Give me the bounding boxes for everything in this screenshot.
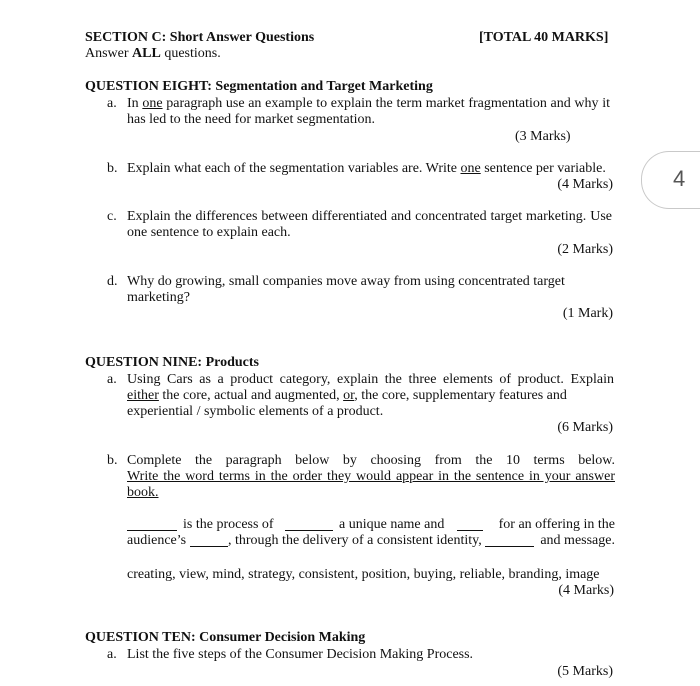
q8b-emphasis: one [460,161,481,176]
instruction-emphasis: ALL [132,46,161,61]
q8d-marks: (1 Mark) [562,306,613,321]
q8b-line-1 [127,161,606,177]
q9a-line-2 [127,388,567,404]
q9b-word-bank: creating, view, mind, strategy, consistent, position, buying, reliable, branding, image [127,567,600,582]
q9b-line-2: Write the word terms in the order they would appear in the sentence in your answer [127,469,615,484]
q9b-paragraph-line-2 [127,533,615,550]
q8c-marks: (2 Marks) [557,242,613,257]
q9b-para-text-5: , through the delivery of a consistent identity, [228,533,482,548]
q8-title: QUESTION EIGHT: Segmentation and Target Marketing [85,79,433,94]
q9a-emphasis-either: either [127,388,159,403]
answer-blank-3 [457,519,483,531]
q9b-para-text-4: audience’s [127,533,187,548]
answer-blank-5 [485,535,534,547]
q9a-emphasis-or: or [343,388,355,403]
q9b-para-text-1: is the process of [183,517,274,532]
q8b-marks: (4 Marks) [557,177,613,192]
q9b-line-1: Complete the paragraph below by choosing from the 10 terms below. [127,453,615,468]
q8a-line-1 [127,96,610,112]
q8a-text-2: paragraph use an example to explain the term market fragmentation and why it [162,96,610,111]
q8b-letter: b. [107,161,118,176]
page-number: 4 [673,166,686,191]
q9b-paragraph-line-1 [127,517,615,534]
q9a-text-post: , the core, supplementary features and [354,388,567,403]
q8d-letter: d. [107,274,118,289]
instruction-text-2: questions. [160,46,221,61]
answer-blank-1 [127,519,177,531]
q10a-line-1: List the five steps of the Consumer Decision Making Process. [127,647,474,662]
instruction-text-1: Answer [85,46,133,61]
q9a-text-mid: the core, actual and augmented, [158,388,344,403]
q9b-para-text-6: and message. [540,533,615,548]
answer-blank-2 [285,519,333,531]
q8b-text-1: Explain what each of the segmentation variables are. Write [127,161,461,176]
q9b-line-3: book. [127,485,159,500]
q10-title: QUESTION TEN: Consumer Decision Making [85,630,366,645]
answer-blank-4 [190,535,228,547]
q9a-line-1: Using Cars as a product category, explain the three elements of product. Explain [127,372,614,387]
q9b-letter: b. [107,453,118,468]
q9a-marks: (6 Marks) [557,420,613,435]
q8a-emphasis: one [142,96,163,111]
q9-title: QUESTION NINE: Products [85,355,259,370]
q10a-letter: a. [107,647,117,662]
page-number-tab[interactable] [641,151,700,209]
q9b-para-text-2: a unique name and [339,517,445,532]
q8a-line-2: has led to the need for market segmentation. [127,112,376,127]
q8b-text-2: sentence per variable. [480,161,606,176]
q8d-line-1: Why do growing, small companies move away from using concentrated target [127,274,565,289]
q9a-letter: a. [107,372,117,387]
q9b-para-text-3: for an offering in the [498,517,615,532]
q10a-marks: (5 Marks) [557,664,613,679]
q8c-letter: c. [107,209,117,224]
section-instruction [85,46,221,62]
q9b-marks: (4 Marks) [558,583,614,598]
q8a-marks: (3 Marks) [515,129,571,144]
section-total-marks: [TOTAL 40 MARKS] [479,30,609,45]
q8c-line-1: Explain the differences between differentiated and concentrated target marketing. Use [127,209,612,224]
q8d-line-2: marketing? [127,290,190,305]
q8a-text-1: In [127,96,143,111]
q8c-line-2: one sentence to explain each. [127,225,291,240]
q9a-line-3: experiential / symbolic elements of a product. [127,404,384,419]
q8a-letter: a. [107,96,117,111]
section-title: SECTION C: Short Answer Questions [85,30,315,45]
